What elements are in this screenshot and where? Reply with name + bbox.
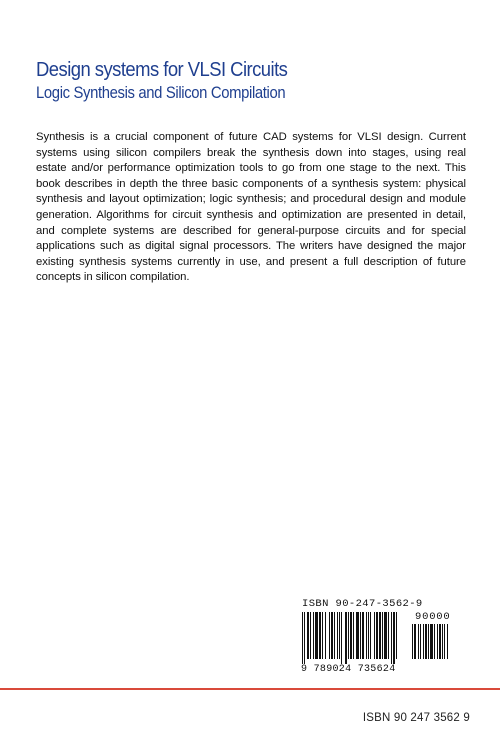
barcode-bar (322, 612, 323, 659)
barcode-bar (437, 624, 438, 659)
barcode-bar (325, 612, 326, 659)
barcode-bar (447, 624, 448, 659)
barcode-bar (313, 612, 314, 659)
barcode-bar (337, 612, 338, 659)
barcode-bar (319, 612, 321, 659)
barcode-bar (360, 612, 361, 659)
barcode-bar (348, 612, 349, 659)
barcode-bar (345, 612, 347, 666)
book-title: Design systems for VLSI Circuits (36, 58, 288, 81)
barcode-bar (442, 624, 443, 659)
barcode-ean-number: 9 789024 735624 (301, 664, 396, 675)
barcode-bar (368, 612, 369, 659)
barcode-bar (334, 612, 335, 659)
footer-isbn: ISBN 90 247 3562 9 (362, 712, 470, 724)
barcode-bar (444, 624, 445, 659)
barcode-isbn-label: ISBN 90-247-3562-9 (302, 598, 423, 610)
barcode-bar (425, 624, 427, 659)
book-description: Synthesis is a crucial component of future CAD systems for VLSI design. Current systems using silicon compilers break the synthesis down into stages, using real estate and/or performance optimization tools to go from one stage to the next. This book describes in depth the three basic components of a synthesis system: physical synthesis and layout optimization; logic synthesis; and procedural design and module generation. Algorithms for circuit synthesis and optimization are presented in detail, and complete systems are described for general-purpose circuits and for special applications such as digital signal processors. The writers have designed the major existing synthesis systems currently in use, and present a full description of future concepts in silicon compilation. (36, 131, 466, 284)
isbn-barcode (302, 598, 462, 676)
barcode-bar (384, 612, 387, 659)
barcode-bar (412, 624, 413, 659)
barcode-addon-bars (412, 624, 460, 666)
barcode-bar (393, 612, 395, 666)
footer-rule (0, 688, 500, 690)
barcode-bar (391, 612, 392, 666)
barcode-bar (418, 624, 419, 659)
barcode-bar (331, 612, 333, 659)
barcode-bar (379, 612, 381, 659)
barcode-addon-number: 90000 (415, 611, 451, 623)
barcode-bar (366, 612, 367, 659)
barcode-bar (439, 624, 441, 659)
barcode-bar (362, 612, 364, 659)
barcode-bar (423, 624, 424, 659)
barcode-bar (315, 612, 318, 659)
barcode-bar (434, 624, 435, 659)
barcode-bar (341, 612, 342, 666)
barcode-bar (414, 624, 416, 659)
barcode-bar (339, 612, 340, 659)
barcode-bar (376, 612, 378, 659)
barcode-bar (382, 612, 383, 659)
barcode-bar (310, 612, 311, 659)
barcode-bar (388, 612, 389, 659)
barcode-bar (430, 624, 433, 659)
barcode-bar (356, 612, 359, 659)
barcode-main-bars (302, 612, 410, 666)
barcode-bar (420, 624, 421, 659)
book-subtitle: Logic Synthesis and Silicon Compilation (36, 84, 286, 102)
barcode-bar (374, 612, 375, 659)
barcode-bar (428, 624, 429, 659)
title-block (36, 58, 476, 104)
barcode-bar (329, 612, 330, 659)
barcode-bar (370, 612, 371, 659)
barcode-bar (304, 612, 305, 666)
barcode-bar (302, 612, 303, 666)
barcode-bar (307, 612, 309, 659)
barcode-bar (396, 612, 397, 659)
barcode-bar (350, 612, 352, 659)
barcode-bar (353, 612, 354, 659)
